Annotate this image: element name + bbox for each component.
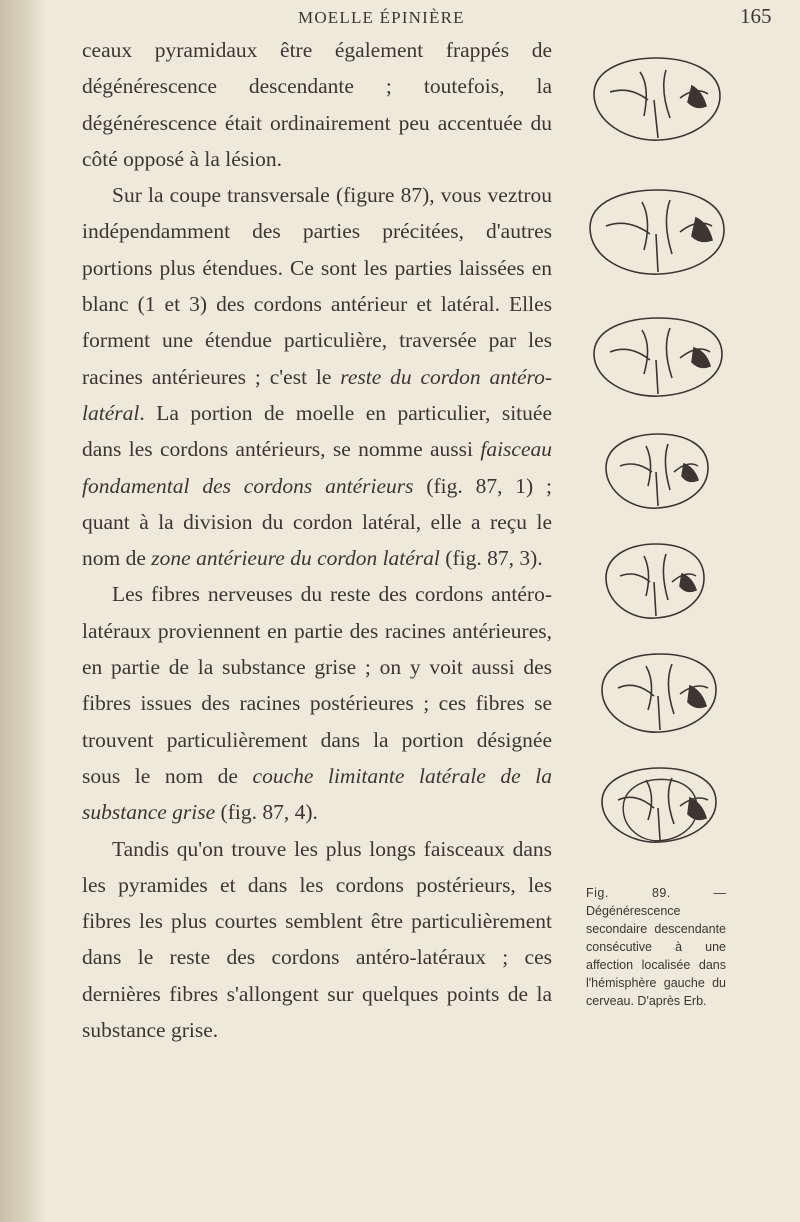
p2-text-d: (fig. 87, 3). xyxy=(439,546,543,571)
figure-label: Fig. 89. xyxy=(586,886,671,900)
cord-section-4 xyxy=(606,434,708,508)
p3-text-b: (fig. 87, 4). xyxy=(215,800,318,825)
cord-section-1 xyxy=(594,58,720,140)
p2-text-b: . La portion de moelle en particulier, située dans les cordons antérieurs, se nomme aussi xyxy=(82,400,552,462)
figure-caption-author: Erb. xyxy=(683,994,707,1008)
paragraph-1: ceaux pyramidaux être également frappés de dégénérescence descendante ; toutefois, la dégénérescence était ordinairement peu accentuée du côté opposé à la lésion. xyxy=(82,38,552,171)
cord-section-5 xyxy=(606,544,704,618)
term-faisceau-fondamental: faisceau fondamental des cordons antérieurs xyxy=(82,437,552,498)
p3-text-a: Les fibres nerveuses du reste des cordons antéro-latéraux proviennent en partie des racines antérieures, en partie de la substance grise ; on y voit aussi des fibres issues des racines postérieures ; ces fibres se trouvent particulièrement dans la portion désignée sous le nom de xyxy=(82,582,552,788)
p2-text-c: (fig. 87, 1) ; quant à la division du cordon latéral, elle a reçu le nom de xyxy=(82,473,552,571)
page-number: 165 xyxy=(740,4,772,28)
term-zone-anterieure: zone antérieure du cordon latéral xyxy=(151,546,440,571)
paragraph-3 xyxy=(82,576,552,830)
cord-section-6 xyxy=(602,654,716,732)
p2-text-a: Sur la coupe transversale (figure 87), vous veztrou indépendamment des parties précitées, d'autres portions plus étendues. Ce sont les parties laissées en blanc (1 et 3) des cordons antérieur et latéral. Elles forment une étendue particulière, traversée par les racines antérieures ; c'est le xyxy=(82,183,552,389)
running-title: MOELLE ÉPINIÈRE xyxy=(298,8,465,27)
page-gutter-shadow xyxy=(0,0,46,1222)
term-couche-limitante: couche limitante latérale de la substance grise xyxy=(82,763,552,825)
body-text xyxy=(82,32,552,1048)
term-reste-cordon: reste du cordon antéro-latéral xyxy=(82,364,552,425)
figure-caption xyxy=(586,884,726,1010)
spinal-cord-sections-illustration xyxy=(580,46,730,846)
paragraph-4: Tandis qu'on trouve les plus longs faisceaux dans les pyramides et dans les cordons postérieurs, les fibres les plus courtes semblent être particulièrement dans le reste des cordons antéro-latéraux ; ces dernières fibres s'allongent sur quelques points de la substance grise. xyxy=(82,836,552,1043)
cord-section-2 xyxy=(590,190,724,274)
cord-section-3 xyxy=(594,318,722,396)
figure-caption-text: — Dégénérescence secondaire descendante consécutive à une affection localisée dans l'hémisphère gauche du cerveau. D'après xyxy=(586,886,726,1008)
figure-89 xyxy=(580,46,730,846)
paragraph-2 xyxy=(82,177,552,576)
